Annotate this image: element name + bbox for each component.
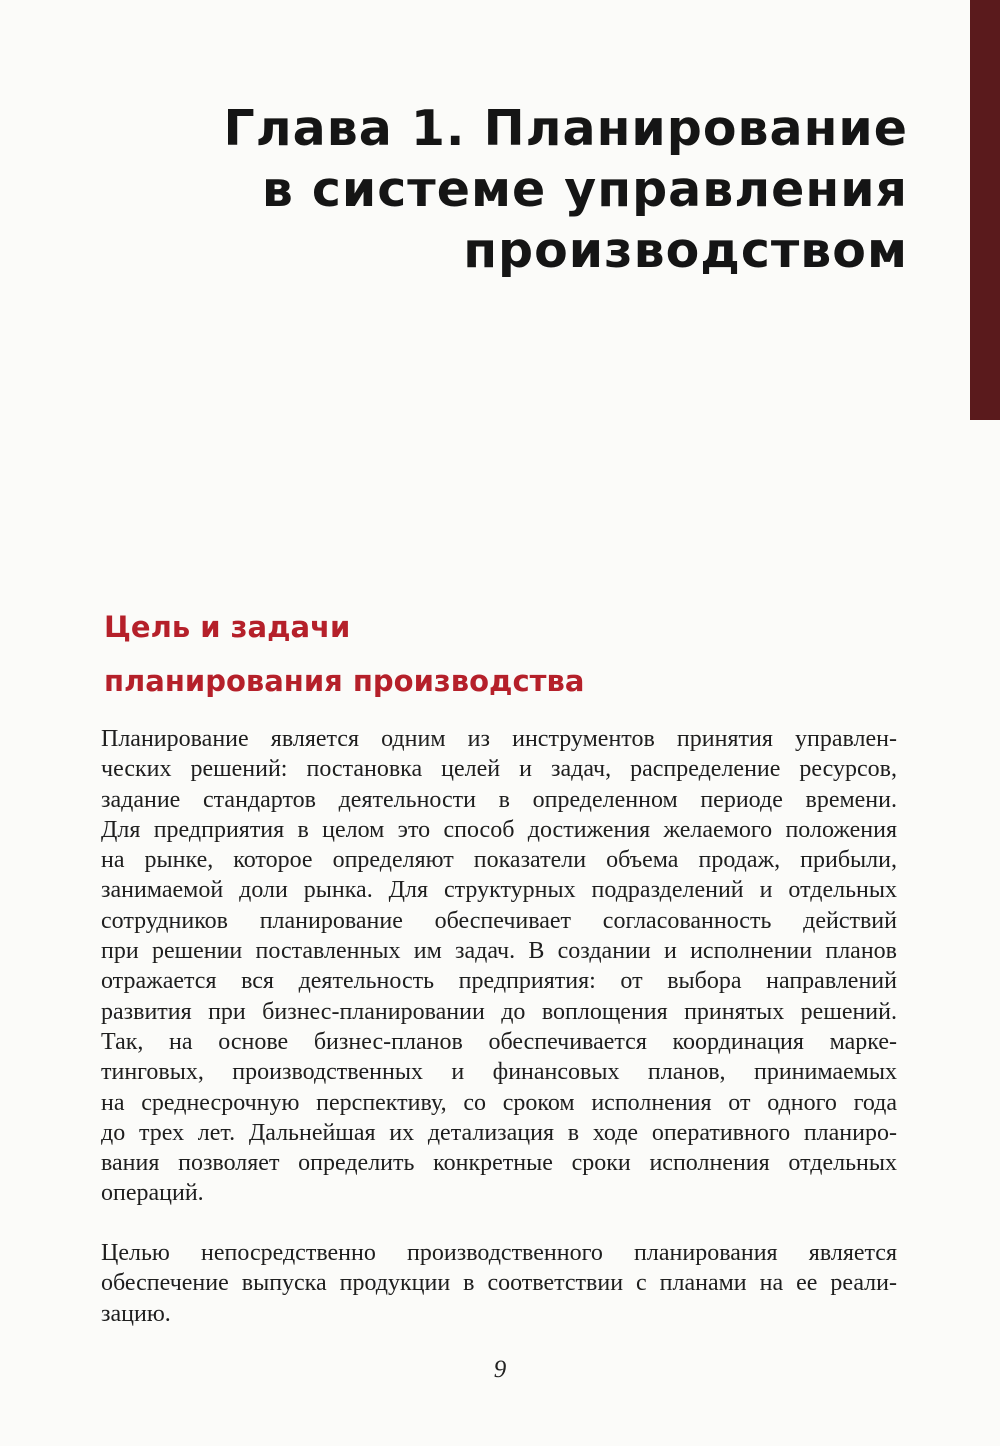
text-line: задание стандартов деятельности в определенном периоде времени. [101,786,897,813]
chapter-title-line: в системе управления [261,161,908,218]
section-title-line: планирования производства [104,664,585,698]
chapter-tab-marker [970,0,1000,420]
text-line: развития при бизнес-планировании до воплощения принятых решений. [101,998,897,1025]
text-line: отражается вся деятельность предприятия: от выбора направлений [101,968,897,995]
text-line: до трех лет. Дальнейшая их детализация в ходе оперативного планиро- [101,1119,897,1146]
text-line: зацию. [101,1300,171,1327]
text-line: Для предприятия в целом это способ достижения желаемого положения [101,816,897,843]
text-line: на рынке, которое определяют показатели объема продаж, прибыли, [101,847,897,874]
chapter-title-line: Глава 1. Планирование [223,100,908,157]
body-paragraph [101,1238,897,1329]
chapter-title-line: производством [463,222,908,279]
text-line: тинговых, производственных и финансовых планов, принимаемых [101,1059,897,1086]
text-line: занимаемой доли рынка. Для структурных подразделений и отдельных [101,877,897,904]
text-line: вания позволяет определить конкретные сроки исполнения отдельных [101,1150,897,1177]
chapter-title [208,98,908,281]
text-line: сотрудников планирование обеспечивает согласованность действий [101,907,897,934]
text-line: Планирование является одним из инструментов принятия управлен- [101,726,897,752]
text-line: Так, на основе бизнес-планов обеспечивается координация марке- [101,1028,897,1055]
text-line: при решении поставленных им задач. В создании и исполнении планов [101,938,897,965]
text-line: Целью непосредственно производственного планирования является [101,1240,897,1266]
text-line: обеспечение выпуска продукции в соответствии с планами на ее реали- [101,1270,897,1297]
section-title-line: Цель и задачи [104,610,351,644]
text-line: на среднесрочную перспективу, со сроком исполнения от одного года [101,1089,897,1116]
page-number: 9 [493,1356,507,1383]
text-line: ческих решений: постановка целей и задач, распределение ресурсов, [101,756,897,783]
section-title [104,600,804,708]
body-paragraph [101,724,897,1209]
text-line: операций. [101,1180,204,1207]
